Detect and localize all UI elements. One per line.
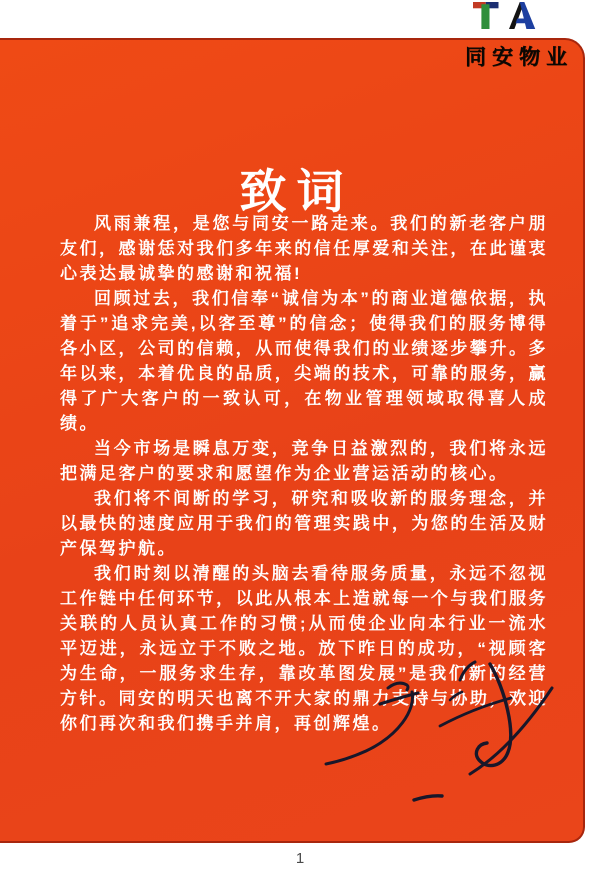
page-title: 致词 <box>239 165 354 219</box>
paragraph: 我们将不间断的学习，研究和吸收新的服务理念，并以最快的速度应用于我们的管理实践中，为您的生活及财产保驾护航。 <box>60 489 548 558</box>
company-name: 同安物业 <box>465 44 573 69</box>
cover-panel <box>0 38 585 843</box>
handwritten-signature-icon <box>322 648 567 833</box>
page-number: 1 <box>295 850 305 867</box>
paragraph: 我们时刻以清醒的头脑去看待服务质量，永远不忽视工作链中任何环节，以此从根本上造就每一个与我们服务关联的人员认真工作的习惯;从而使企业向本行业一流水平迈进，永远立于不败之地。放下昨日的成功，“视顾客为生命，一服务求生存，靠改革图发展”是我们新的经营方针。同安的明天也离不开大家的鼎力支持与协助，欢迎你们再次和我们携手并肩，再创辉煌。 <box>60 564 548 733</box>
paragraph: 当今市场是瞬息万变，竞争日益激烈的，我们将永远把满足客户的要求和愿望作为企业营运活动的核心。 <box>60 439 548 483</box>
paragraph: 回顾过去，我们信奉“诚信为本”的商业道德依据，执着于”追求完美,以客至尊”的信念；使得我们的服务博得各小区，公司的信赖，从而使得我们的业绩逐步攀升。多年以来，本着优良的品质，尖端的技术，可靠的服务，赢得了广大客户的一致认可，在物业管理领域取得喜人成绩。 <box>60 289 548 433</box>
signature <box>322 648 567 838</box>
brand-logo <box>473 2 542 34</box>
paragraph: 风雨兼程，是您与同安一路走来。我们的新老客户朋友们，感谢恁对我们多年来的信任厚爱和关注，在此谨衷心表达最诚挚的感谢和祝福! <box>60 214 548 283</box>
ta-logo-icon <box>473 2 542 29</box>
